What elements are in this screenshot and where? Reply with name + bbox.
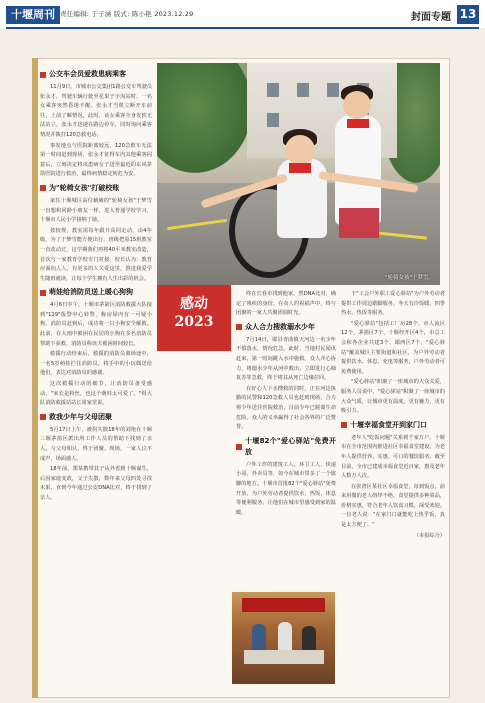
red-sign: [242, 598, 325, 612]
photo-caption: "轮椅女孩"于梦雪。: [384, 275, 434, 281]
column-1: [40, 66, 152, 696]
person-shape: [302, 626, 316, 652]
section-title-block: [157, 285, 231, 351]
square-bullet-icon: [40, 414, 46, 420]
section-title: 封面专题: [411, 12, 451, 23]
red-scarf: [347, 119, 369, 128]
paragraph: "爱心驿站"包括工厂房28个、市人流区12个、茅箭区7个、十堰经开区4个，市总工会和各企业共建3个、郧西区7个、"爱心驿站"覆盖城区主要街道和社区，为户外劳动者提供饮水、休息、充电等服务，户外劳动者可免费使用。: [341, 320, 445, 375]
window-shape: [327, 83, 339, 97]
table-shape: [244, 650, 324, 664]
window-shape: [297, 83, 309, 97]
header-rule: [6, 27, 479, 29]
window-shape: [267, 83, 279, 97]
paragraph: 救援行动结束后，救援的消防员离场途中，一名5岁萌娃拦住消防员，将手中的小玩偶送给他们，表达对消防员的感谢。: [40, 351, 152, 377]
square-bullet-icon: [40, 290, 46, 296]
headline: 救我少年与父母团聚: [40, 412, 152, 423]
square-bullet-icon: [236, 324, 242, 330]
square-bullet-icon: [40, 185, 46, 191]
paragraph: 事发地点与医院距离较远，120急救车无法第一时间赶到现场，张永才征得车内其他乘客同意后，立刻决定将该患病女子送至最近的东风茅箭医院进行救治，最终病情稳定转危为安。: [40, 142, 152, 178]
window-shape: [267, 113, 279, 127]
paragraph: 18年前，郑某携带其子从外省到十堰谋生，后因家庭变故，父子失散，数年来父母四处寻找未果，直到今年通过公安DNA比对，终于找到了亲人。: [40, 466, 152, 501]
column-2: [236, 290, 336, 588]
pushing-girl-skirt: [339, 208, 379, 238]
square-bullet-icon: [236, 444, 242, 450]
paragraph: 个"工会户外职工爱心驿站"为户外劳动者提供工作周边歇脚服务，冬天有冷饭暖、四季热水、热饭等服务。: [341, 291, 445, 317]
credit-line: （本报综合）: [413, 532, 445, 539]
newspaper-brand: 十堰周刊: [6, 6, 60, 24]
person-shape: [278, 622, 292, 652]
paragraph: 家住十堰城区高位截瘫的"轮椅女孩"于梦雪一直想和同龄小朋友一样，进入普通学校学习，十堰市人民小学接纳了她。: [40, 197, 152, 224]
editor-meta: 责任编辑: 于子涵 版式: 陈小艳 2023.12.29: [60, 10, 194, 18]
headline: 为"轮椅女孩"打破校账: [40, 183, 152, 194]
paragraph: 户外工作的建筑工人、环卫工人、快递小哥、外卖员等，如今在城市里多了一个歇脚的地方。十堰市首批82个"爱心驿站"免费开放，为户外劳动者提供饮水、热饭、休息等便利服务，让他们在城市里感受到家的温暖。: [236, 461, 336, 516]
paragraph: 11月9日，市城市公交集团1路公交车驾驶员张永才，驾驶车辆行驶至花果子字沟站时，一名女乘客突然昏迷不醒。张永才当机立断开车前往，上前了解情况，此时，该女乘客全身发软无法站立，张永才迅速在路边停车，同时询问乘客情况并拨打120急救电话。: [40, 84, 152, 138]
hero-photo: [157, 63, 440, 285]
paragraph: 老年人"吃饭问题"关系到千家万户。十堰市在全市范围内推进社区幸福食堂建设，为老年人提供营养、实惠、可口的餐饮服务。截至目前，全市已建成幸福食堂近百家，惠及老年人数万人次。: [341, 434, 445, 480]
wheelchair-girl-face: [285, 135, 315, 165]
person-shape: [252, 624, 266, 652]
tree-shape: [157, 63, 252, 173]
page-header: [0, 0, 485, 28]
red-scarf: [289, 163, 311, 173]
paragraph: 按校规，教室需每年跟升高同走动，由4年级，为了于梦雪能方便出行，班级把原15班教室一直改动过，这学期我们再将40平米教室改造，首次与一家教育学校专门对接，校长认为：教育应面向人人，有更多的人关爱这里，推进我爱学生随班就读，让每个学生拥有人生出彩的机会。: [40, 227, 152, 282]
left-decor-bar: [32, 58, 38, 698]
column-3: [341, 290, 445, 694]
headline: 十堰82个"爱心驿站"免费开放: [236, 436, 336, 458]
paragraph: 4月6日中午，十堰市茅箭区消防救援大队接到"119"报警中心转警，称房屋内有一可疑小狗。消防员赶到后，成功将一只小狗安全解救。此前，在大雨中被困在民居的小狗在多名消防员帮助下获救，消防员称该犬被困时间较长。: [40, 302, 152, 347]
square-bullet-icon: [40, 72, 46, 78]
headline: 十堰幸福食堂开到家门口: [341, 420, 445, 431]
paragraph: 在张湾区某社区幸福食堂，每到饭点，前来用餐的老人络绎不绝。食堂提供多种菜品，价格实惠，符合老年人饮食习惯，深受欢迎。一位老人说："在家门口就能吃上热乎饭，真是太方便了。": [341, 483, 445, 529]
headline: 公交车会员爱救患病乘客: [40, 69, 152, 80]
headline: 萌娃给消防员送上暖心狗狗: [40, 287, 152, 298]
paragraph: "爱心驿站"积聚了一座城市的大众关爱，服务人员说中，"爱心驿站"积聚了一座城市的大众气质，让城市更有温度，更有魅力，更有吸引力。: [341, 379, 445, 415]
square-bullet-icon: [341, 422, 347, 428]
canteen-photo: [232, 592, 335, 684]
paragraph: 在好心人下水搜救的同时，正在河边执勤的民警和120急救人员也赶到现场，合力将少年送往医院救治，目前少年已脱离生命危险。众人的义举赢得了社会各界的广泛赞誉。: [236, 385, 336, 431]
pushing-girl-face: [343, 91, 371, 119]
paragraph: 这次救援行动的细节，让消防员备受感动。"家长是粉丝，也这个萌娃太可爱了。"组大队消防救援站站长周家堂说。: [40, 381, 152, 407]
headline: 众人合力搜救溺水少年: [236, 322, 336, 333]
paragraph: 终在长春市找到他家，然DNA比对，确定了残疾的身份。在众人的祝福声中，终与团聚的一家人共聚团圆时光。: [236, 291, 336, 317]
title-line-2: 2023: [174, 314, 214, 330]
paragraph: 5月17日上午，被拐失散18年的刘艳在十堰三堰茅箭区派出所工作人员的帮助下找到了亲人，与父母相认，终于团聚。现场，一家人泣不成声，场面感人。: [40, 426, 152, 462]
title-line-1: 感动: [180, 296, 208, 312]
paragraph: 7月14日，郧县青曲镇天河边一名少年不慎落水，情况危急。此时，当地村民闻讯赶来，第一时间跳入水中施救。众人齐心协力，将溺水少年从河中救出，立即进行心肺复苏等急救，终于将其从死亡边缘拉回。: [236, 336, 336, 382]
page-number: 13: [457, 5, 479, 24]
